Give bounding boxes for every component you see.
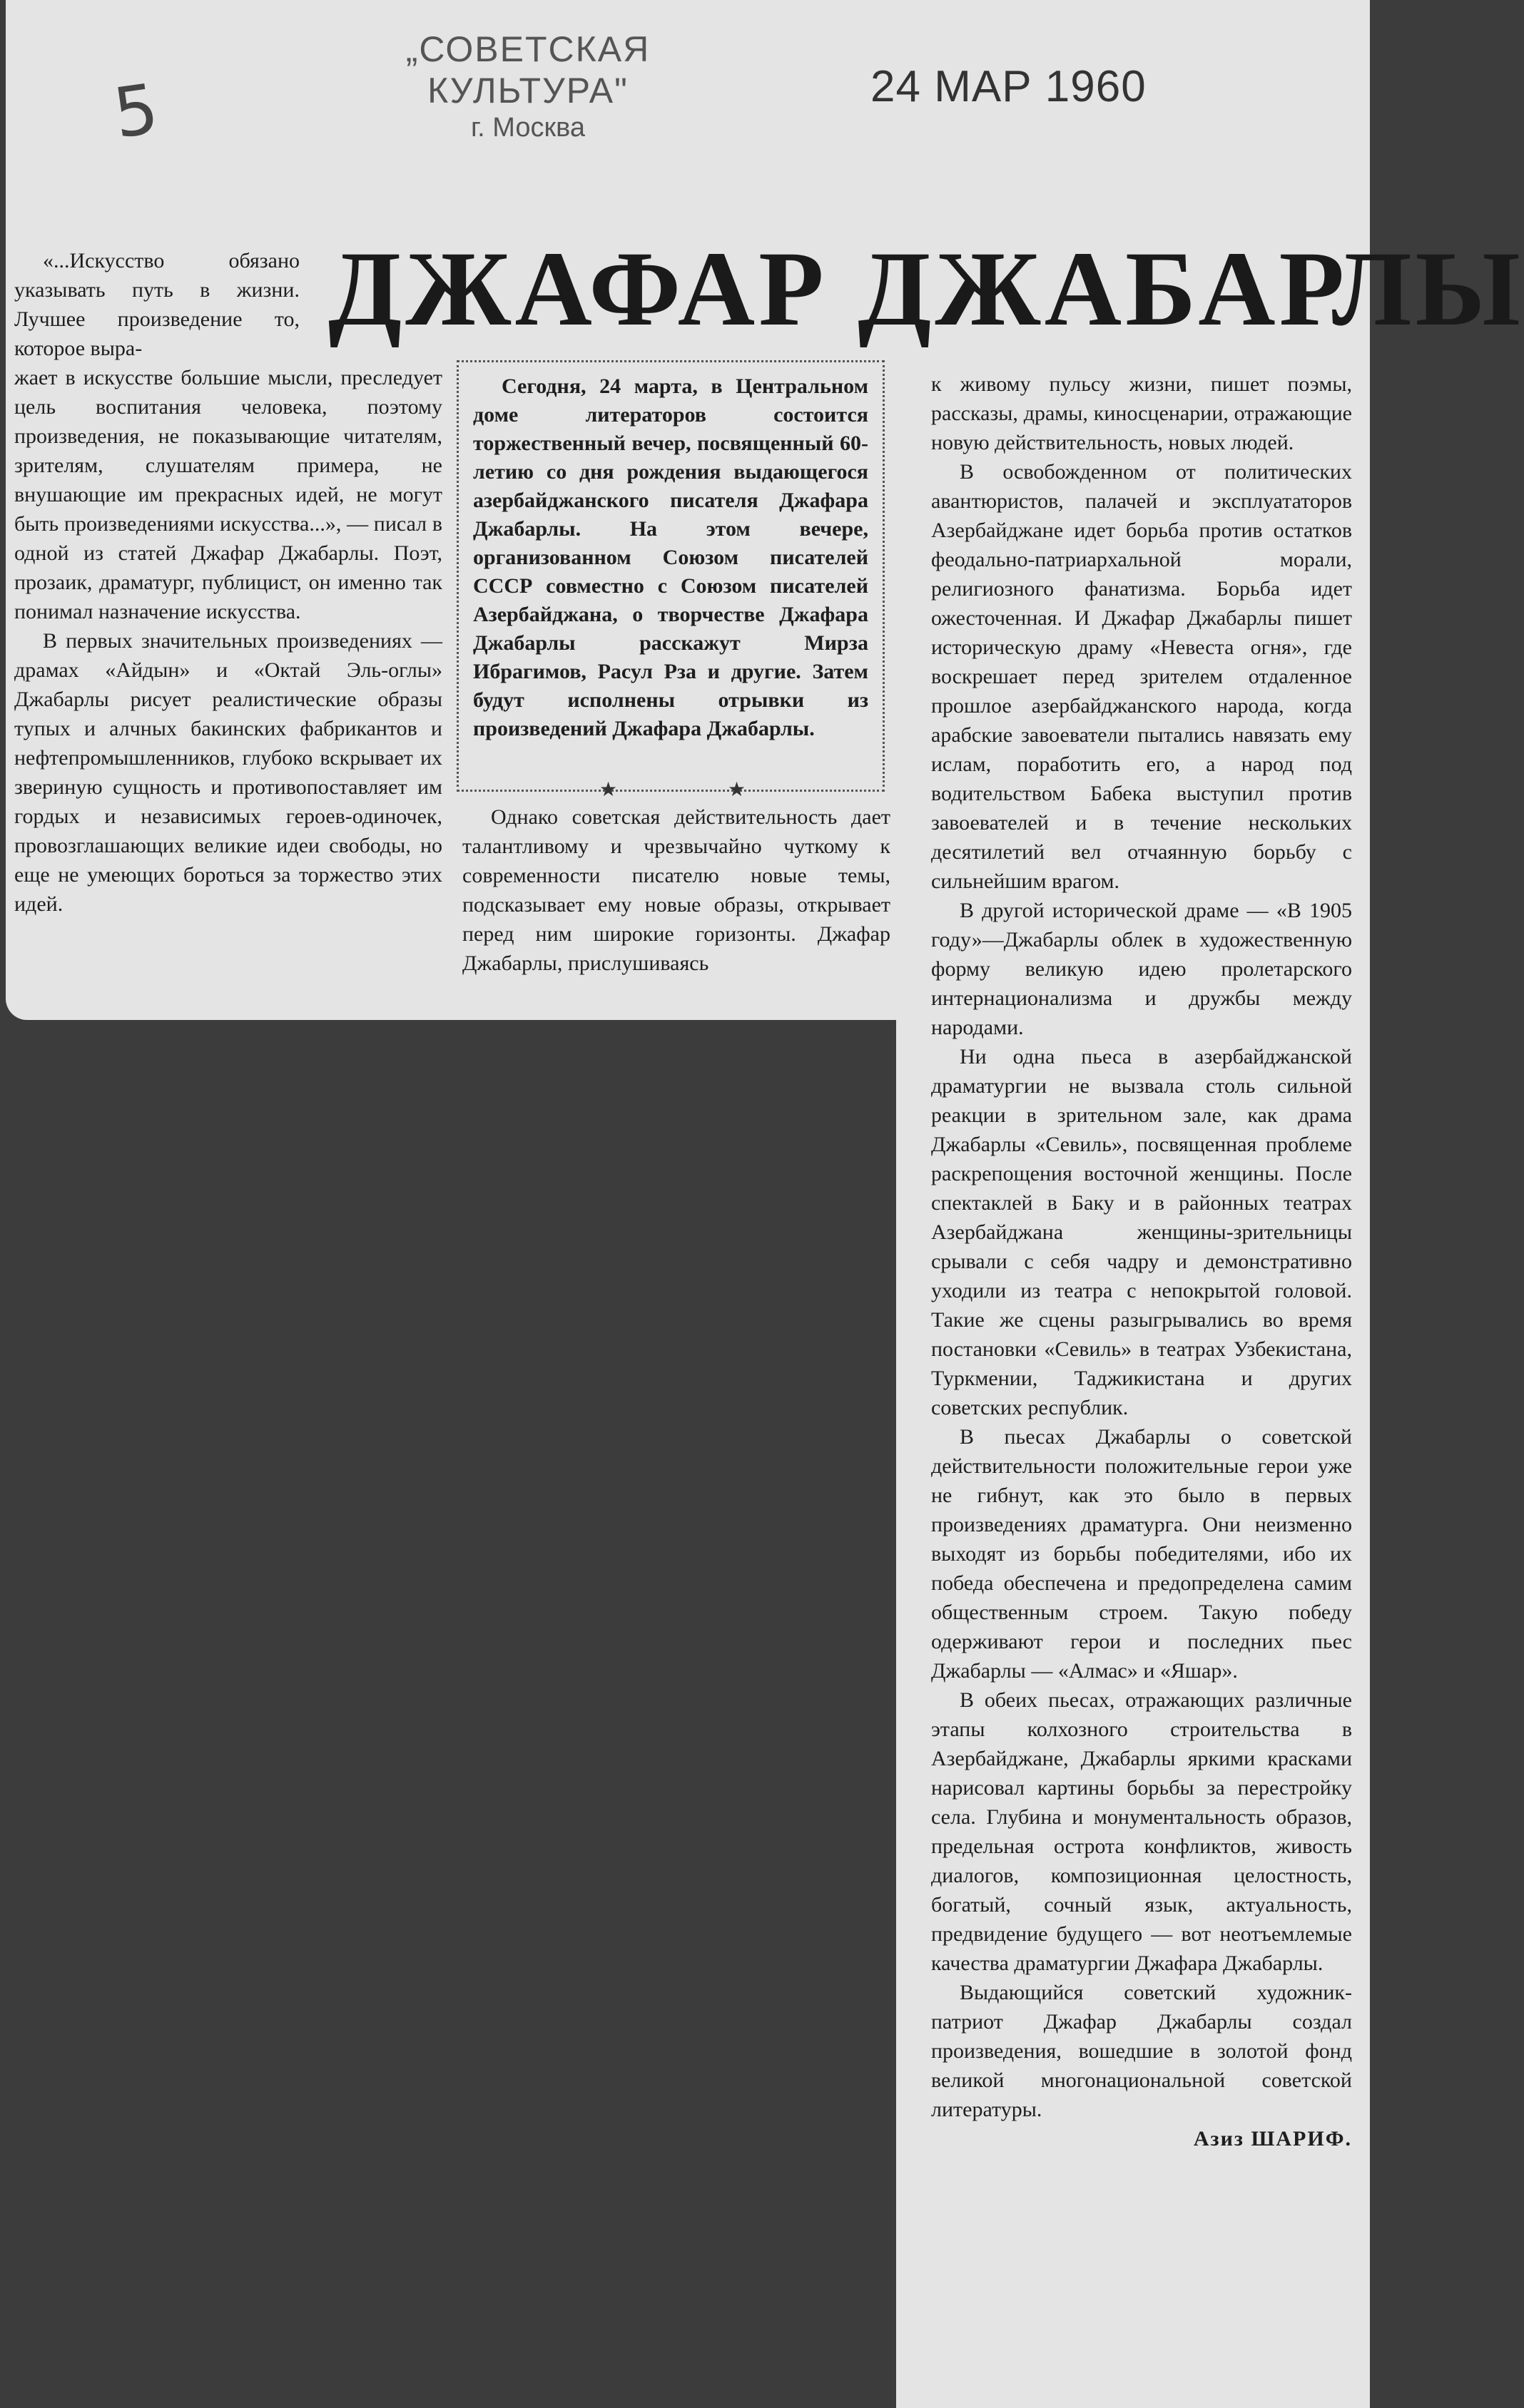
newspaper-name: „СОВЕТСКАЯ КУЛЬТУРА" <box>405 29 651 111</box>
lead-paragraph-rest: жает в искусстве большие мысли, преследует цель воспитания человека, поэтому произведения, не показывающие читателям, зрителям, слушателям примера, не внушающие им прекрасных идей, не могут быть произведениями искусства...», — писал в одной из статей Джафар Джабарлы. Поэт, прозаик, драматург, публицист, он именно так понимал назначение искусства. <box>14 366 442 623</box>
announcement-box <box>457 360 885 792</box>
article-paragraph: В пьесах Джабарлы о советской действительности положительные герои уже не гибнут, как это было в первых произведениях драматурга. Они неизменно выходят из борьбы победителями, ибо их победа обеспечена и предопределена самим общественным строем. Такую победу одерживают герои и последних пьес Джабарлы — «Алмас» и «Яшар». <box>931 1425 1352 1683</box>
article-paragraph: В обеих пьесах, отражающих различные этапы колхозного строительства в Азербайджане, Джабарлы яркими красками нарисовал картины борьбы за перестройку села. Глубина и монументальность образов, предельная острота конфликтов, живость диалогов, композиционная целостность, богатый, сочный язык, актуальность, предвидение будущего — вот неотъемлемые качества драматургии Джафара Джабарлы. <box>931 1688 1352 1975</box>
article-column-3 <box>931 369 1352 2153</box>
article-paragraph: В первых значительных произведениях — драмах «Айдын» и «Октай Эль-оглы» Джабарлы рисует реалистические образы тупых и алчных бакинских фабрикантов и нефтепромышленников, глубоко вскрывает их звериную сущность и противопоставляет им гордых и независимых героев-одиночек, провозглашающих великие идеи свободы, но еще не умеющих бороться за торжество этих идей. <box>14 629 442 916</box>
masthead <box>307 29 749 143</box>
article-paragraph: В освобожденном от политических авантюристов, палачей и эксплуататоров Азербайджане идет борьба против остатков феодально-патриархальной морали, религиозного фанатизма. Борьба идет ожесточенная. И Джафар Джабарлы пишет историческую драму «Невеста огня», где воскрешает перед зрителем отдаленное прошлое азербайджанского народа, когда арабские завоеватели пытались навязать ему ислам, поработить его, а народ под водительством Бабека выступил против завоевателей и в течение нескольких десятилетий вел отчаянную борьбу с сильнейшим врагом. <box>931 460 1352 893</box>
article-paragraph: Однако советская действительность дает талантливому и чрезвычайно чуткому к современности писателю новые темы, подсказывает ему новые образы, открывает перед ним широкие горизонты. Джафар Джабарлы, прислушиваясь <box>462 805 890 975</box>
newspaper-city: г. Москва <box>470 113 586 143</box>
date-stamp: 24 МАР 1960 <box>870 62 1147 111</box>
author-signature: Азиз ШАРИФ. <box>1193 2127 1352 2151</box>
article-paragraph: В другой исторической драме — «В 1905 году»—Джабарлы облек в художественную форму великую идею пролетарского интернационализма и дружбы между народами. <box>931 899 1352 1039</box>
article-column-1 <box>14 246 442 919</box>
article-paragraph: Ни одна пьеса в азербайджанской драматургии не вызвала столь сильной реакции в зрительном зале, как драма Джабарлы «Севиль», посвященная проблеме раскрепощения восточной женщины. После спектаклей в Баку и в районных театрах Азербайджана женщины-зрительницы срывали с себя чадру и демонстративно уходили из театра с непокрытой головой. Такие же сцены разыгрывались во время постановки «Севиль» в театрах Узбекистана, Туркмении, Таджикистана и других советских республик. <box>931 1045 1352 1419</box>
star-ornament: ★ <box>599 779 618 801</box>
article-paragraph: Выдающийся советский художник-патриот Джафар Джабарлы создал произведения, вошедшие в золотой фонд великой многонациональной советской литературы. <box>931 1981 1352 2121</box>
article-headline: ДЖАФАР ДЖАБАРЛЫ <box>328 230 1524 348</box>
star-ornament: ★ <box>728 779 746 801</box>
announcement-text: Сегодня, 24 марта, в Центральном доме литераторов состоится торжественный вечер, посвященный 60-летию со дня рождения выдающегося азербайджанского писателя Джафара Джабарлы. На этом вечере, организованном Союзом писателей СССР совместно с Союзом писателей Азербайджана, о творчестве Джафара Джабарлы расскажут Мирза Ибрагимов, Расул Рза и другие. Затем будут исполнены отрывки из произведений Джафара Джабарлы. <box>473 374 868 740</box>
pencil-mark: 5 <box>108 68 163 154</box>
article-column-2 <box>462 802 890 978</box>
lead-paragraph-start: «...Искусство обязано указывать путь в жизни. Лучшее произведение то, которое выра- <box>14 249 300 360</box>
article-paragraph: к живому пульсу жизни, пишет поэмы, рассказы, драмы, киносценарии, отражающие новую действительность, новых людей. <box>931 372 1352 454</box>
